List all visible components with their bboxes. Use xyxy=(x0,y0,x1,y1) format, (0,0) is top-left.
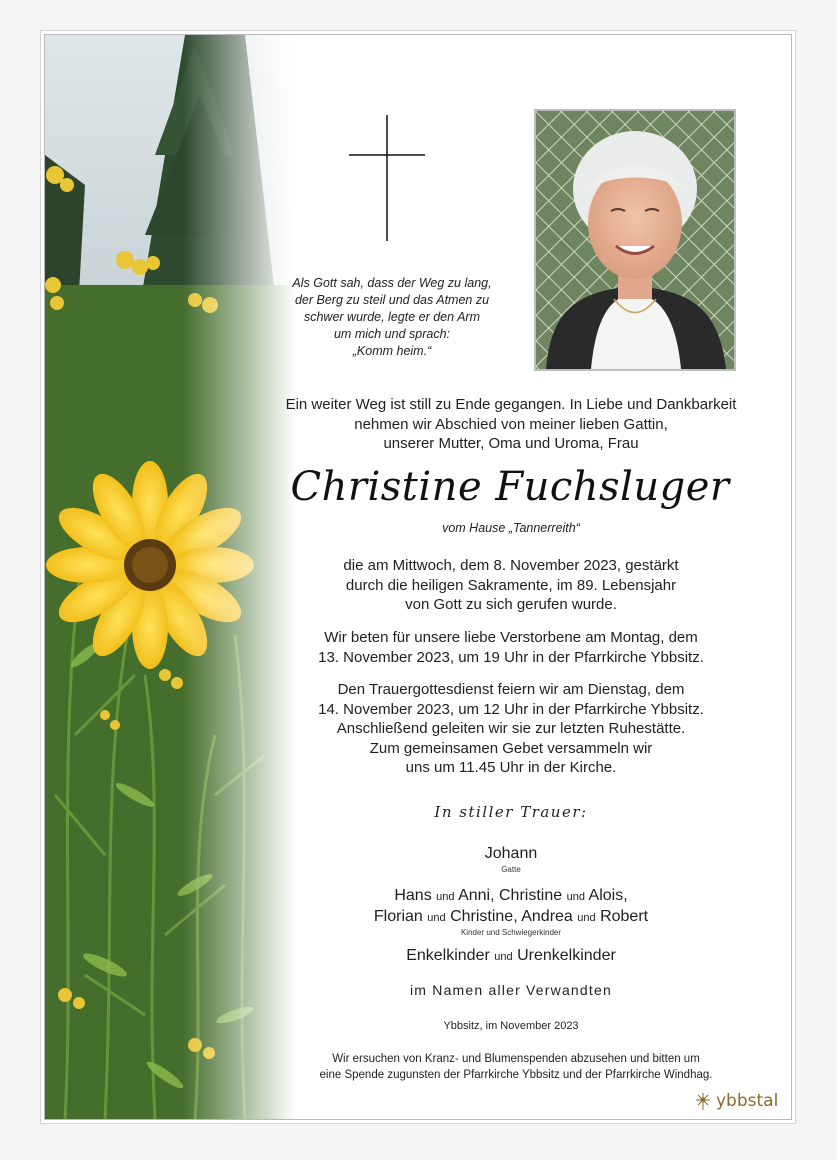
mourner-name: Andrea xyxy=(521,908,573,925)
children-role: Kinder und Schwiegerkinder xyxy=(460,928,562,937)
donation-line: eine Spende zugunsten der Pfarrkirche Ybbsitz und der Pfarrkirche Windhag. xyxy=(319,1069,713,1081)
and-word: und xyxy=(494,951,513,963)
and-word: und xyxy=(566,891,585,903)
ybbstal-logo xyxy=(693,1091,778,1111)
death-notice-line: durch die heiligen Sakramente, im 89. Lebensjahr xyxy=(345,576,677,594)
deceased-origin: vom Hause „Tannerreith“ xyxy=(442,521,580,535)
mourner-group: Enkelkinder xyxy=(406,947,490,964)
dandelion-icon xyxy=(693,1091,713,1111)
quote-line: um mich und sprach: xyxy=(333,327,451,341)
intro-text xyxy=(281,395,741,454)
quote-line: „Komm heim.“ xyxy=(352,344,432,358)
quote-line: der Berg zu steil und das Atmen zu xyxy=(294,293,490,307)
donation-note xyxy=(281,1051,751,1083)
spouse-role: Gatte xyxy=(501,865,521,874)
mourner-name: Robert xyxy=(600,908,649,925)
service-line: Anschließend geleiten wir sie zur letzten Ruhestätte. xyxy=(336,720,686,737)
death-notice xyxy=(281,556,741,615)
donation-line: Wir ersuchen von Kranz- und Blumenspenden abzusehen und bitten um xyxy=(332,1053,700,1065)
cross-icon xyxy=(349,115,425,241)
children-row-2: Florian und Christine, Andrea und Robert xyxy=(373,908,649,925)
service-line: uns um 11.45 Uhr in der Kirche. xyxy=(405,759,617,776)
mourner-name: Florian xyxy=(373,908,423,925)
portrait-illustration xyxy=(536,111,734,369)
memorial-quote xyxy=(277,275,507,360)
mourner-name: Christine xyxy=(450,908,514,925)
mourning-heading: In stiller Trauer: xyxy=(434,803,588,821)
flower-photo xyxy=(45,35,295,1119)
deceased-name: Christine Fuchsluger xyxy=(290,464,730,510)
intro-line: nehmen wir Abschied von meiner lieben Gattin, xyxy=(354,415,668,433)
mourner-name: Alois xyxy=(588,887,624,904)
place-date: Ybbsitz, im November 2023 xyxy=(443,1020,579,1032)
service-line: Zum gemeinsamen Gebet versammeln wir xyxy=(369,739,653,757)
mourner-name: Christine xyxy=(499,887,563,904)
and-word: und xyxy=(577,912,596,924)
obituary-page xyxy=(44,34,792,1120)
funeral-service-notice xyxy=(281,680,741,778)
spouse-name: Johann xyxy=(484,845,538,862)
logo-text: ybbstal xyxy=(716,1091,779,1111)
quote-line: Als Gott sah, dass der Weg zu lang, xyxy=(292,276,492,290)
mourner-name: Anni xyxy=(458,887,491,904)
quote-line: schwer wurde, legte er den Arm xyxy=(303,310,480,324)
prayer-notice xyxy=(281,628,741,667)
death-notice-line: von Gott zu sich gerufen wurde. xyxy=(405,596,617,613)
and-word: und xyxy=(427,912,446,924)
service-line: 14. November 2023, um 12 Uhr in der Pfarrkirche Ybbsitz. xyxy=(318,700,704,718)
flower-photo-strip xyxy=(45,35,295,1119)
grandchildren-row xyxy=(281,945,741,968)
relatives-line: im Namen aller Verwandten xyxy=(410,982,612,998)
children-row-1: Hans und Anni, Christine und Alois, xyxy=(394,887,628,904)
mourner-name: Hans xyxy=(394,887,432,904)
death-notice-line: die am Mittwoch, dem 8. November 2023, gestärkt xyxy=(343,557,679,574)
service-line: Den Trauergottesdienst feiern wir am Dienstag, dem xyxy=(337,681,685,698)
intro-line: Ein weiter Weg ist still zu Ende gegangen. In Liebe und Dankbarkeit xyxy=(285,396,737,413)
prayer-line: Wir beten für unsere liebe Verstorbene am Montag, dem xyxy=(324,629,698,646)
intro-line: unserer Mutter, Oma und Uroma, Frau xyxy=(383,435,639,452)
mourner-group: Urenkelkinder xyxy=(517,947,616,964)
and-word: und xyxy=(436,891,455,903)
prayer-line: 13. November 2023, um 19 Uhr in der Pfarrkirche Ybbsitz. xyxy=(318,648,704,666)
portrait-photo xyxy=(534,109,736,371)
